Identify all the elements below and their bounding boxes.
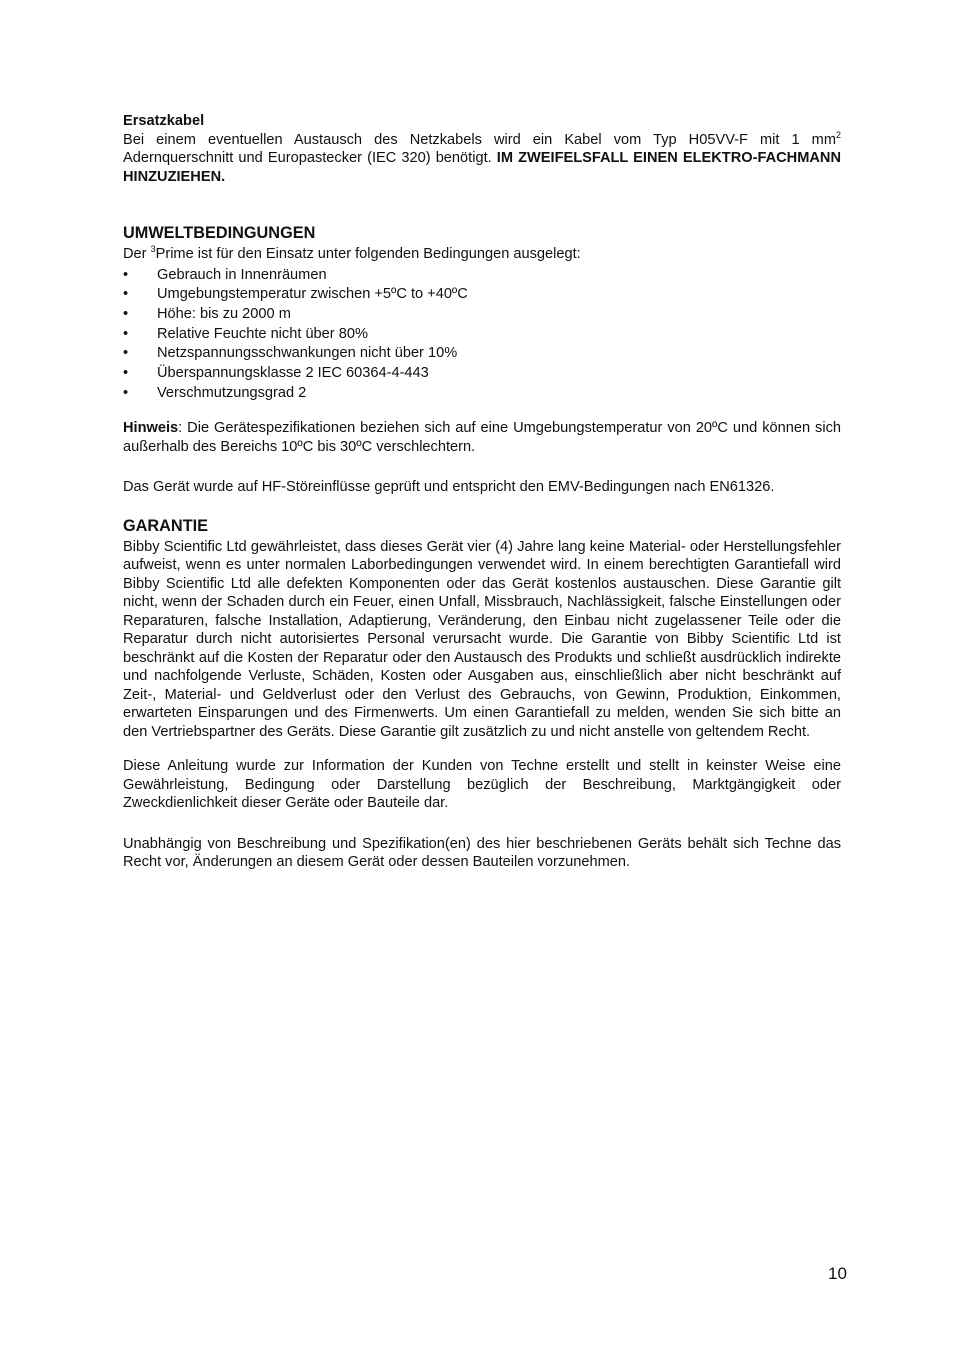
list-item (123, 384, 841, 404)
list-item-text: Umgebungstemperatur zwischen +5ºC to +40ºC (157, 286, 468, 303)
garantie-paragraph-3: Unabhängig von Beschreibung und Spezifikation(en) des hier beschriebenen Geräts behält sich Techne das Recht vor, Änderungen an diesem Gerät oder dessen Bauteilen vorzunehmen. (123, 835, 841, 871)
bullet-icon: • (123, 286, 129, 303)
garantie-paragraph-2: Diese Anleitung wurde zur Information der Kunden von Techne erstellt und stellt in keinster Weise eine Gewährleistung, Bedingung oder Darstellung bezüglich der Beschreibung, Marktgängigkeit oder Zweckdienlichkeit dieser Geräte oder Bauteile dar. (123, 758, 841, 812)
list-item-text: Gebrauch in Innenräumen (157, 266, 327, 283)
list-item-text: Höhe: bis zu 2000 m (157, 305, 291, 322)
ersatzkabel-superscript: 2 (835, 129, 841, 140)
bullet-icon: • (123, 266, 129, 283)
list-item-text: Relative Feuchte nicht über 80% (157, 325, 368, 342)
garantie-heading: GARANTIE (123, 516, 209, 535)
hinweis-paragraph (123, 419, 841, 456)
ersatzkabel-heading: Ersatzkabel (123, 113, 205, 129)
bullet-icon: • (123, 325, 129, 342)
umwelt-intro-superscript: 3 (150, 244, 156, 255)
list-item (123, 325, 841, 345)
list-item-text: Überspannungsklasse 2 IEC 60364-4-443 (157, 364, 429, 381)
ersatzkabel-text-1: Bei einem eventuellen Austausch des Netzkabels wird ein Kabel vom Typ H05VV-F mit 1 mm (123, 131, 836, 148)
hinweis-text: : Die Gerätespezifikationen beziehen sich auf eine Umgebungstemperatur von 20ºC und können sich außerhalb des Bereichs 10ºC bis 30ºC verschlechtern. (123, 420, 841, 455)
ersatzkabel-warning: IM ZWEIFELSFALL EINEN ELEKTRO-FACHMANN HINZUZIEHEN. (123, 150, 841, 185)
page-number: 10 (828, 1264, 847, 1283)
bullet-icon: • (123, 305, 129, 322)
umwelt-intro-prefix: Der (123, 246, 151, 262)
ersatzkabel-text-2: Adernquerschnitt und Europastecker (IEC 320) benötigt. (123, 150, 497, 166)
list-item (123, 305, 841, 325)
bullet-icon: • (123, 384, 129, 401)
ersatzkabel-paragraph (123, 131, 841, 187)
emv-paragraph: Das Gerät wurde auf HF-Störeinflüsse geprüft und entspricht den EMV-Bedingungen nach EN61326. (123, 479, 775, 496)
bullet-icon: • (123, 345, 129, 362)
list-item (123, 266, 841, 286)
bullet-icon: • (123, 364, 129, 381)
umwelt-intro (123, 245, 841, 264)
document-page (123, 112, 841, 872)
hinweis-label: Hinweis (123, 420, 179, 437)
list-item-text: Netzspannungsschwankungen nicht über 10% (157, 345, 458, 362)
umwelt-bullet-list (123, 266, 841, 404)
list-item (123, 285, 841, 305)
umwelt-heading: UMWELTBEDINGUNGEN (123, 224, 316, 242)
list-item (123, 364, 841, 384)
list-item (123, 344, 841, 364)
garantie-paragraph-1: Bibby Scientific Ltd gewährleistet, dass dieses Gerät vier (4) Jahre lang keine Material- oder Herstellungsfehler aufweist, wenn es unter normalen Laborbedingungen verwendet wird. In einem berechtigten Garantiefall wird Bibby Scientific Ltd alle defekten Komponenten oder das Gerät kostenlos austauschen. Diese Garantie gilt nicht, wenn der Schaden durch ein Feuer, einen Unfall, Missbrauch, Nachlässigkeit, falsche Einstellungen oder Reparaturen, falsche Installation, Adaptierung, Veränderung, den Einbau nicht zugelassener Teile oder die Reparatur durch nicht autorisiertes Personal verursacht wurde. Die Garantie von Bibby Scientific Ltd ist beschränkt auf die Kosten der Reparatur oder den Austausch des Produkts und schließt ausdrücklich indirekte und nachfolgende Verluste, Schäden, Kosten oder Ausgaben aus, einschließlich aber nicht beschränkt auf Zeit-, Material- und Geldverlust oder den Verlust des Gebrauchs, von Gewinn, Produktion, Einkommen, erwarteten Einsparungen und des Firmenwerts. Um einen Garantiefall zu melden, wenden Sie sich bitte an den Vertriebspartner des Geräts. Diese Garantie gilt zusätzlich zu und nicht anstelle von geltendem Recht. (123, 538, 841, 740)
list-item-text: Verschmutzungsgrad 2 (157, 384, 307, 401)
umwelt-intro-suffix: Prime ist für den Einsatz unter folgenden Bedingungen ausgelegt: (155, 246, 581, 262)
